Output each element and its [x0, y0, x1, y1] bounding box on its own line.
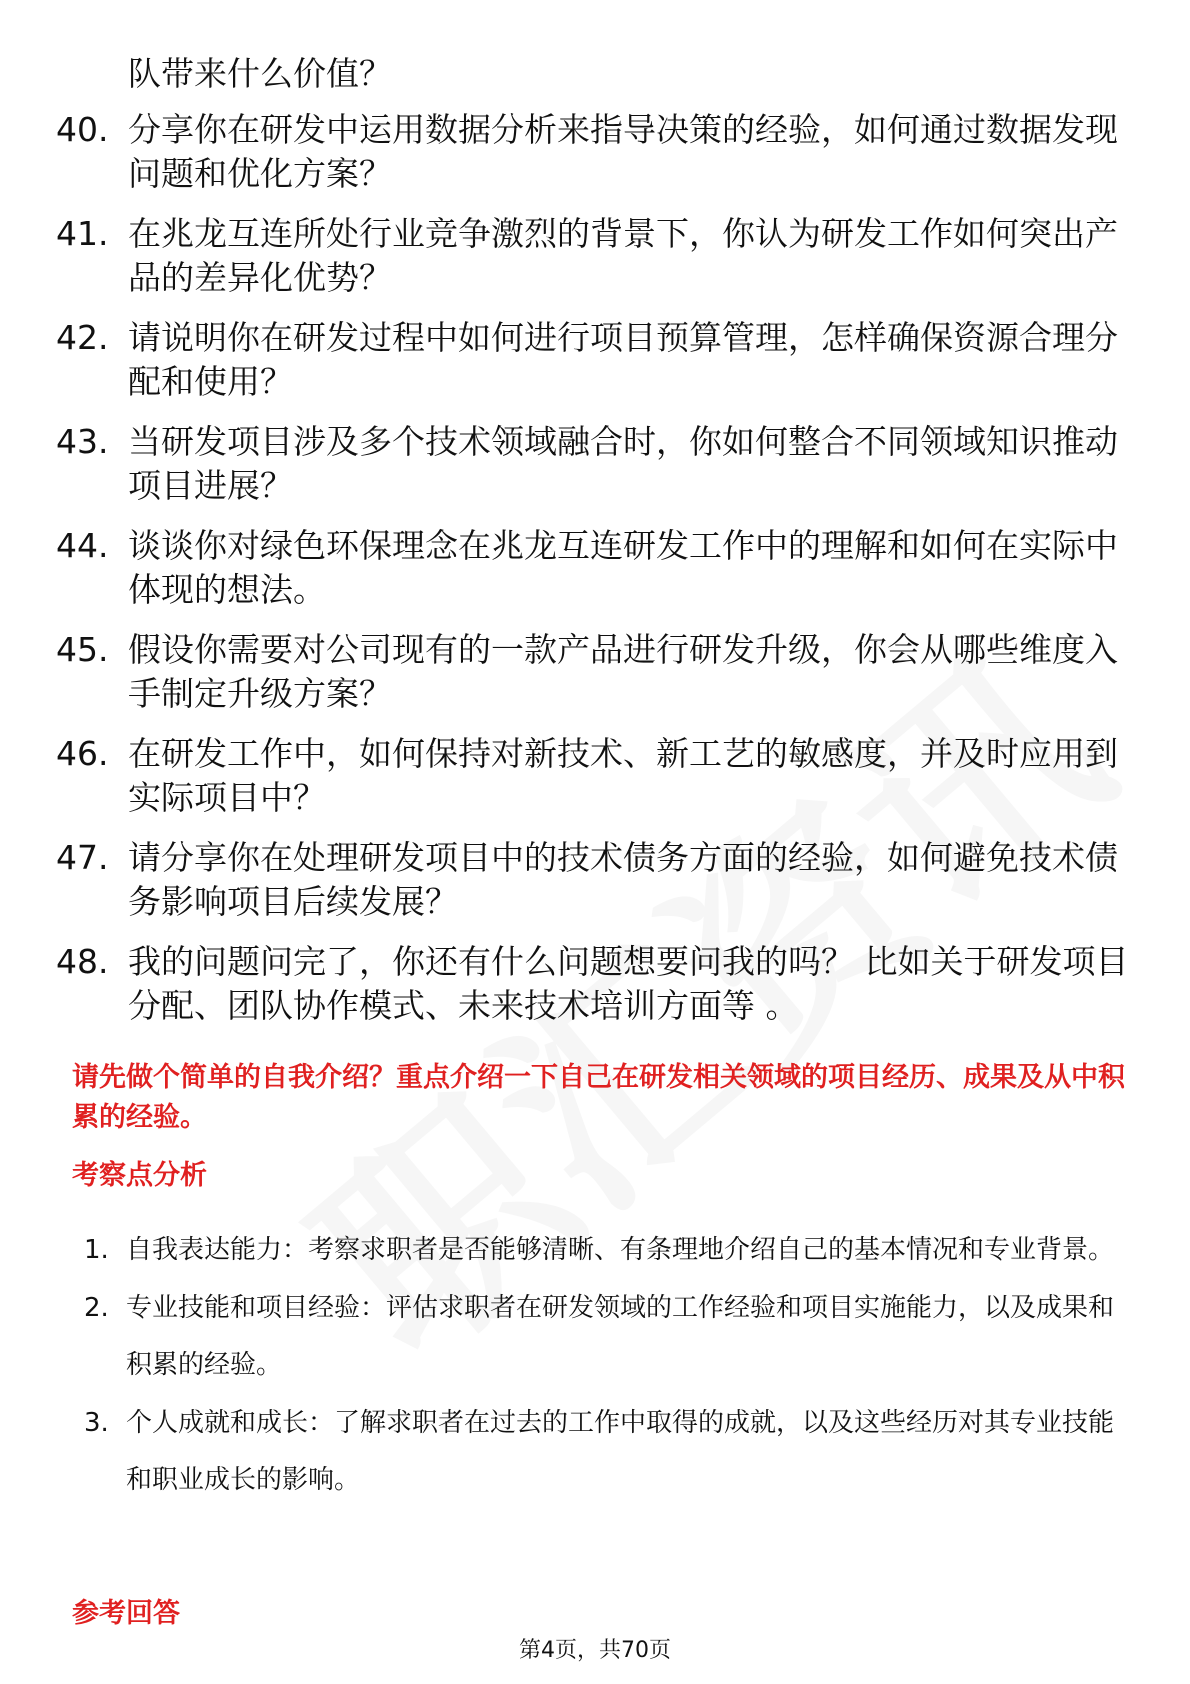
question-text: 在兆龙互连所处行业竞争激烈的背景下，你认为研发工作如何突出产品的差异化优势？: [128, 214, 1118, 297]
question-number: 45.: [56, 630, 109, 669]
question-number: 47.: [56, 838, 109, 877]
question-item: [56, 732, 1136, 820]
analysis-point: [84, 1280, 1124, 1394]
question-text: 分享你在研发中运用数据分析来指导决策的经验，如何通过数据发现问题和优化方案？: [128, 110, 1118, 193]
question-number: 46.: [56, 734, 109, 773]
question-number: 40.: [56, 110, 109, 149]
point-text: 专业技能和项目经验：评估求职者在研发领域的工作经验和项目实施能力，以及成果和积累的经验。: [126, 1293, 1115, 1380]
point-text: 个人成就和成长：了解求职者在过去的工作中取得的成就，以及这些经历对其专业技能和职业成长的影响。: [126, 1408, 1115, 1495]
question-text: 在研发工作中，如何保持对新技术、新工艺的敏感度，并及时应用到实际项目中？: [128, 734, 1118, 817]
question-text: 假设你需要对公司现有的一款产品进行研发升级，你会从哪些维度入手制定升级方案？: [128, 630, 1118, 713]
question-item: [56, 316, 1136, 404]
analysis-title: 考察点分析: [72, 1160, 207, 1191]
question-number: 44.: [56, 526, 109, 565]
analysis-point: [84, 1395, 1124, 1509]
question-item: [56, 836, 1136, 924]
question-text: 请说明你在研发过程中如何进行项目预算管理，怎样确保资源合理分配和使用？: [128, 318, 1118, 401]
question-number: 43.: [56, 422, 109, 461]
analysis-point: [84, 1222, 1124, 1279]
question-heading: 请先做个简单的自我介绍？重点介绍一下自己在研发相关领域的项目经历、成果及从中积累的经验。: [72, 1062, 1125, 1133]
analysis-points: [84, 1222, 1124, 1510]
question-number: 41.: [56, 214, 109, 253]
point-number: 3.: [84, 1408, 109, 1438]
point-number: 2.: [84, 1293, 109, 1323]
page-footer: 第4页，共70页: [519, 1638, 671, 1663]
reference-answer-title: 参考回答: [72, 1598, 180, 1629]
question-text: 谈谈你对绿色环保理念在兆龙互连研发工作中的理解和如何在实际中体现的想法。: [128, 526, 1118, 609]
question-item: [56, 108, 1136, 196]
question-continuation: 队带来什么价值？: [128, 54, 392, 93]
point-number: 1.: [84, 1235, 109, 1265]
question-text: 我的问题问完了，你还有什么问题想要问我的吗？ 比如关于研发项目分配、团队协作模式、未来技术培训方面等 。: [128, 942, 1129, 1025]
question-number: 42.: [56, 318, 109, 357]
point-text: 自我表达能力：考察求职者是否能够清晰、有条理地介绍自己的基本情况和专业背景。: [126, 1235, 1115, 1265]
question-text: 当研发项目涉及多个技术领域融合时，你如何整合不同领域知识推动项目进展？: [128, 422, 1118, 505]
question-number: 48.: [56, 942, 109, 981]
question-list: [56, 108, 1136, 1044]
question-item: [56, 212, 1136, 300]
question-item: [56, 420, 1136, 508]
question-item: [56, 524, 1136, 612]
question-item: [56, 628, 1136, 716]
question-text: 请分享你在处理研发项目中的技术债务方面的经验，如何避免技术债务影响项目后续发展？: [128, 838, 1118, 921]
question-item: [56, 940, 1136, 1028]
